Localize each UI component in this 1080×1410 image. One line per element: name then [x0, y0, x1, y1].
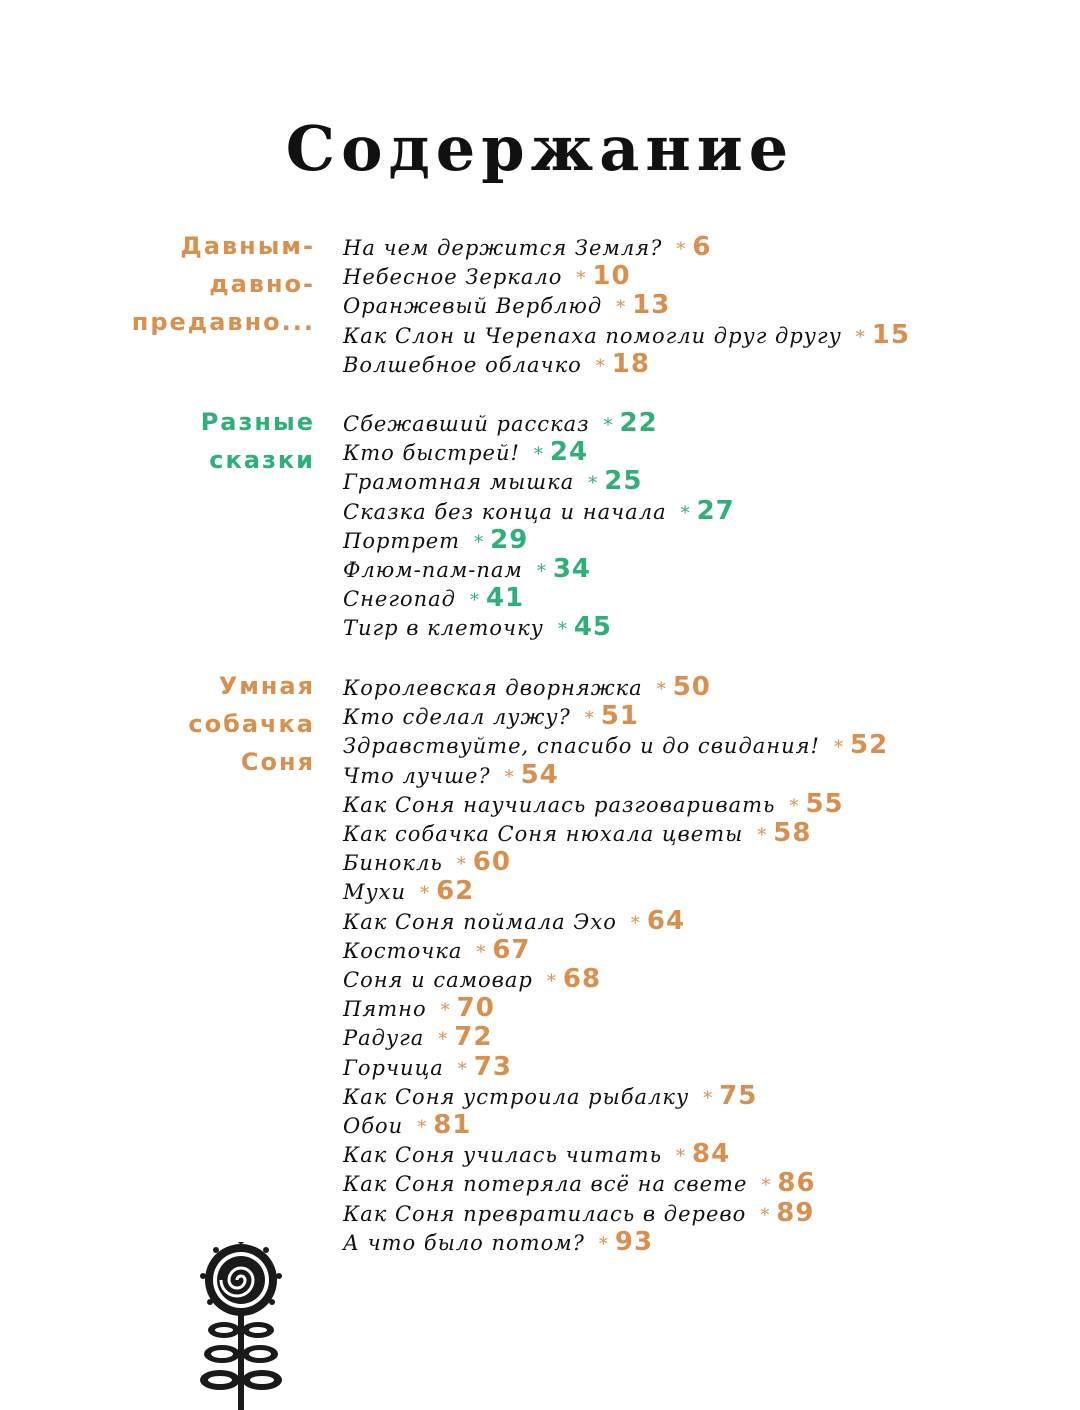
toc-entry-title: Радуга — [343, 1026, 425, 1051]
toc-entry-title: Кто быстрей! — [343, 441, 520, 466]
asterisk-icon: * — [546, 971, 557, 992]
asterisk-icon: * — [676, 239, 687, 260]
asterisk-icon: * — [420, 883, 431, 905]
toc-entry[interactable] — [343, 1139, 730, 1169]
asterisk-icon: * — [703, 1087, 714, 1109]
section-label-line: Соня — [240, 748, 315, 776]
toc-entry[interactable] — [343, 466, 642, 496]
toc-entry-title: Бинокль — [343, 851, 443, 876]
toc-entry-page: 6 — [692, 232, 712, 262]
toc-entry-page: 73 — [473, 1051, 512, 1082]
toc-entry[interactable] — [343, 818, 811, 848]
section-label-line: давно- — [209, 270, 315, 298]
toc-entry-title: Кто сделал лужу? — [343, 705, 571, 730]
toc-entry[interactable] — [343, 1052, 512, 1082]
toc-entry-page: 10 — [592, 261, 631, 292]
toc-entry-page: 51 — [600, 701, 639, 732]
toc-entry[interactable] — [343, 261, 631, 291]
toc-entry[interactable] — [343, 1198, 814, 1228]
toc-entry[interactable] — [343, 554, 591, 584]
toc-entry-title: Сказка без конца и начала — [343, 499, 667, 524]
toc-entry-title: Соня и самовар — [343, 968, 533, 992]
asterisk-icon: * — [656, 679, 667, 700]
toc-entry-title: Как Соня научилась разговаривать — [343, 792, 776, 817]
toc-entry-page: 68 — [562, 964, 602, 994]
toc-entry-title: Волшебное облачко — [343, 352, 582, 377]
asterisk-icon: * — [469, 590, 480, 612]
toc-entry-title: Как Слон и Черепаха помогли друг другу — [343, 323, 842, 348]
toc-entry-page: 54 — [520, 759, 559, 790]
toc-entry-page: 24 — [549, 437, 589, 468]
toc-entry[interactable] — [343, 701, 639, 731]
toc-entry[interactable] — [343, 964, 601, 994]
toc-entry[interactable] — [343, 290, 670, 320]
toc-entry-page: 81 — [433, 1110, 472, 1140]
toc-entry-page: 84 — [692, 1139, 731, 1170]
asterisk-icon: * — [789, 795, 800, 817]
toc-entry[interactable] — [343, 935, 531, 965]
toc-entry-title: Оранжевый Верблюд — [343, 294, 603, 319]
toc-entry[interactable] — [343, 1110, 471, 1140]
asterisk-icon: * — [588, 473, 599, 495]
toc-entry-page: 25 — [604, 466, 643, 497]
toc-entry[interactable] — [343, 1168, 816, 1198]
section-label-line: Умная — [218, 672, 315, 700]
toc-entry[interactable] — [343, 672, 711, 702]
asterisk-icon: * — [476, 941, 487, 963]
asterisk-icon: * — [630, 912, 641, 934]
toc-entry-title: Обои — [343, 1114, 404, 1138]
toc-entry-title: Грамотная мышка — [343, 470, 575, 495]
asterisk-icon: * — [504, 766, 515, 788]
toc-entry[interactable] — [343, 525, 528, 555]
toc-entry-title: Мухи — [343, 880, 407, 905]
asterisk-icon: * — [761, 1175, 772, 1197]
toc-entry[interactable] — [343, 320, 910, 350]
asterisk-icon: * — [456, 854, 467, 876]
toc-entry-title: Как собачка Соня нюхала цветы — [343, 822, 744, 846]
asterisk-icon: * — [598, 1233, 609, 1255]
toc-entry-page: 55 — [805, 788, 844, 819]
toc-entry-title: А что было потом? — [343, 1230, 585, 1255]
toc-entry-title: Как Соня устроила рыбалку — [343, 1084, 690, 1109]
toc-entry-title: Снегопад — [343, 587, 456, 612]
asterisk-icon: * — [417, 1117, 428, 1138]
toc-entry-page: 18 — [611, 348, 650, 379]
asterisk-icon: * — [616, 297, 627, 319]
toc-entry-page: 34 — [552, 554, 591, 584]
toc-entry-page: 60 — [472, 847, 511, 878]
toc-entry-title: На чем держится Земля? — [343, 236, 663, 260]
toc-entry-page: 13 — [632, 290, 671, 321]
toc-entry-title: Что лучше? — [343, 763, 491, 788]
asterisk-icon: * — [603, 415, 614, 436]
toc-entry[interactable] — [343, 789, 844, 819]
toc-entry-title: Флюм-пам-пам — [343, 558, 523, 582]
asterisk-icon: * — [757, 825, 768, 846]
toc-entry[interactable] — [343, 583, 524, 613]
toc-entry-page: 86 — [777, 1168, 816, 1199]
toc-entry-page: 41 — [485, 583, 525, 614]
toc-entry-title: Как Соня поймала Эхо — [343, 909, 617, 934]
toc-entry-title: Горчица — [343, 1055, 444, 1080]
asterisk-icon: * — [536, 561, 547, 582]
asterisk-icon: * — [676, 1146, 687, 1168]
toc-entry[interactable] — [343, 496, 735, 526]
toc-entry-page: 45 — [573, 612, 613, 643]
toc-entry-title: Сбежавший рассказ — [343, 412, 590, 436]
toc-entry-page: 52 — [849, 730, 889, 761]
toc-entry[interactable] — [343, 349, 650, 379]
toc-entry[interactable] — [343, 760, 559, 790]
asterisk-icon: * — [557, 619, 568, 641]
toc-entry-page: 93 — [614, 1226, 654, 1257]
toc-entry-title: Пятно — [343, 997, 427, 1022]
toc-entry-page: 22 — [619, 408, 658, 438]
section-label-line: предавно... — [131, 308, 315, 336]
asterisk-icon: * — [584, 708, 595, 730]
flower-illustration — [196, 1242, 286, 1410]
asterisk-icon: * — [833, 737, 844, 759]
asterisk-icon: * — [474, 531, 485, 553]
toc-entry[interactable] — [343, 1022, 492, 1052]
toc-entry-page: 29 — [490, 524, 529, 555]
toc-entry[interactable] — [343, 876, 474, 906]
toc-entry-page: 72 — [454, 1022, 493, 1053]
asterisk-icon: * — [440, 1000, 451, 1022]
page-title: Содержание — [285, 112, 795, 185]
asterisk-icon: * — [457, 1058, 468, 1080]
toc-entry[interactable] — [343, 993, 495, 1023]
toc-entry-page: 15 — [871, 319, 910, 350]
toc-entry[interactable] — [343, 906, 685, 936]
toc-entry-page: 27 — [696, 495, 735, 526]
toc-entry-title: Королевская дворняжка — [343, 676, 643, 700]
toc-entry-title: Тигр в клеточку — [343, 616, 544, 641]
toc-entry[interactable] — [343, 232, 711, 262]
toc-entry[interactable] — [343, 408, 658, 438]
toc-entry-page: 58 — [773, 818, 812, 848]
toc-entry-page: 75 — [719, 1080, 758, 1111]
toc-entry-title: Небесное Зеркало — [343, 265, 563, 290]
toc-entry[interactable] — [343, 612, 612, 642]
asterisk-icon: * — [533, 444, 544, 466]
section-label-line: Разные — [200, 408, 315, 436]
asterisk-icon: * — [680, 502, 691, 524]
asterisk-icon: * — [595, 355, 606, 377]
asterisk-icon: * — [855, 326, 866, 348]
toc-entry-page: 70 — [456, 993, 495, 1024]
asterisk-icon: * — [760, 1204, 771, 1226]
section-label-line: собачка — [188, 710, 315, 738]
asterisk-icon: * — [576, 268, 587, 290]
toc-entry-page: 64 — [646, 905, 686, 936]
toc-entry-page: 67 — [492, 934, 531, 965]
toc-entry-page: 50 — [672, 672, 711, 702]
toc-entry-title: Портрет — [343, 528, 461, 553]
toc-entry-title: Как Соня училась читать — [343, 1143, 663, 1168]
section-label-line: Давным- — [180, 232, 315, 260]
toc-entry-title: Здравствуйте, спасибо и до свидания! — [343, 734, 820, 759]
section-label-line: сказки — [209, 446, 315, 474]
toc-entry-title: Как Соня превратилась в дерево — [343, 1201, 747, 1226]
toc-entry[interactable] — [343, 730, 888, 760]
toc-entry[interactable] — [343, 1227, 653, 1257]
toc-entry[interactable] — [343, 847, 511, 877]
asterisk-icon: * — [438, 1029, 449, 1051]
toc-entry[interactable] — [343, 1081, 757, 1111]
toc-entry-title: Косточка — [343, 938, 463, 963]
toc-entry-page: 89 — [776, 1197, 815, 1228]
toc-entry-page: 62 — [436, 876, 475, 907]
toc-entry[interactable] — [343, 437, 588, 467]
toc-entry-title: Как Соня потеряла всё на свете — [343, 1172, 748, 1197]
